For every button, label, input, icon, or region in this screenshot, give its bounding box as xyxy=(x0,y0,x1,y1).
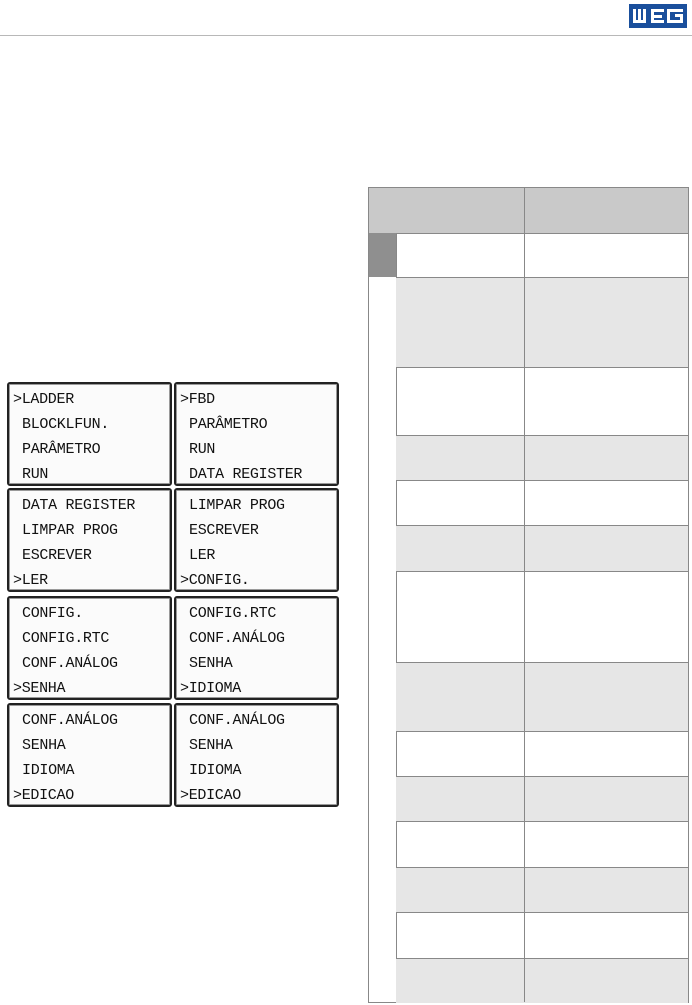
lcd-screen-1 xyxy=(7,382,172,486)
table-row xyxy=(396,958,688,1003)
lcd-line: IDIOMA xyxy=(22,762,75,779)
lcd-line: SENHA xyxy=(189,737,233,754)
lcd-line: LER xyxy=(189,547,216,564)
lcd-line: >EDICAO xyxy=(180,787,241,804)
table-row xyxy=(396,233,688,277)
lcd-line: LIMPAR PROG xyxy=(189,497,285,514)
table-header xyxy=(369,187,688,233)
table-row xyxy=(396,731,688,776)
lcd-line: >IDIOMA xyxy=(180,680,241,697)
lcd-line: BLOCKLFUN. xyxy=(22,416,110,433)
lcd-line: SENHA xyxy=(189,655,233,672)
lcd-line: CONF.ANÁLOG xyxy=(22,712,118,729)
header-rule xyxy=(0,35,692,36)
lcd-line: >SENHA xyxy=(13,680,66,697)
lcd-line: DATA REGISTER xyxy=(22,497,136,514)
lcd-line: ESCREVER xyxy=(189,522,259,539)
lcd-line: >CONFIG. xyxy=(180,572,250,589)
lcd-line: PARÂMETRO xyxy=(22,441,101,458)
lcd-line: DATA REGISTER xyxy=(189,466,303,483)
table-row xyxy=(396,776,688,821)
table-row xyxy=(396,277,688,367)
lcd-line: PARÂMETRO xyxy=(189,416,268,433)
lcd-screen-4 xyxy=(174,488,339,592)
lcd-screen-5 xyxy=(7,596,172,700)
lcd-screen-8 xyxy=(174,703,339,807)
lcd-line: IDIOMA xyxy=(189,762,242,779)
lcd-screen-6 xyxy=(174,596,339,700)
lcd-line: CONF.ANÁLOG xyxy=(189,630,285,647)
lcd-line: LIMPAR PROG xyxy=(22,522,118,539)
lcd-screen-7 xyxy=(7,703,172,807)
lcd-line: SENHA xyxy=(22,737,66,754)
table-row xyxy=(396,867,688,912)
lcd-line: >LER xyxy=(13,572,48,589)
lcd-line: ESCREVER xyxy=(22,547,92,564)
lcd-line: CONFIG.RTC xyxy=(189,605,277,622)
table-row xyxy=(396,912,688,958)
weg-logo xyxy=(629,4,687,28)
level-marker xyxy=(369,233,396,277)
menu-table xyxy=(368,187,689,1003)
table-row xyxy=(396,662,688,731)
table-row xyxy=(396,480,688,525)
lcd-line: >EDICAO xyxy=(13,787,74,804)
lcd-line: CONF.ANÁLOG xyxy=(22,655,118,672)
table-row xyxy=(396,435,688,480)
lcd-line: RUN xyxy=(189,441,216,458)
lcd-screen-2 xyxy=(174,382,339,486)
lcd-line: CONFIG.RTC xyxy=(22,630,110,647)
lcd-line: CONF.ANÁLOG xyxy=(189,712,285,729)
table-row xyxy=(396,821,688,867)
lcd-line: RUN xyxy=(22,466,49,483)
table-row xyxy=(396,525,688,571)
lcd-line: >FBD xyxy=(180,391,215,408)
lcd-line: >LADDER xyxy=(13,391,74,408)
table-row xyxy=(396,571,688,662)
lcd-line: CONFIG. xyxy=(22,605,83,622)
table-row xyxy=(396,367,688,435)
column-divider xyxy=(524,187,525,1002)
lcd-screen-3 xyxy=(7,488,172,592)
